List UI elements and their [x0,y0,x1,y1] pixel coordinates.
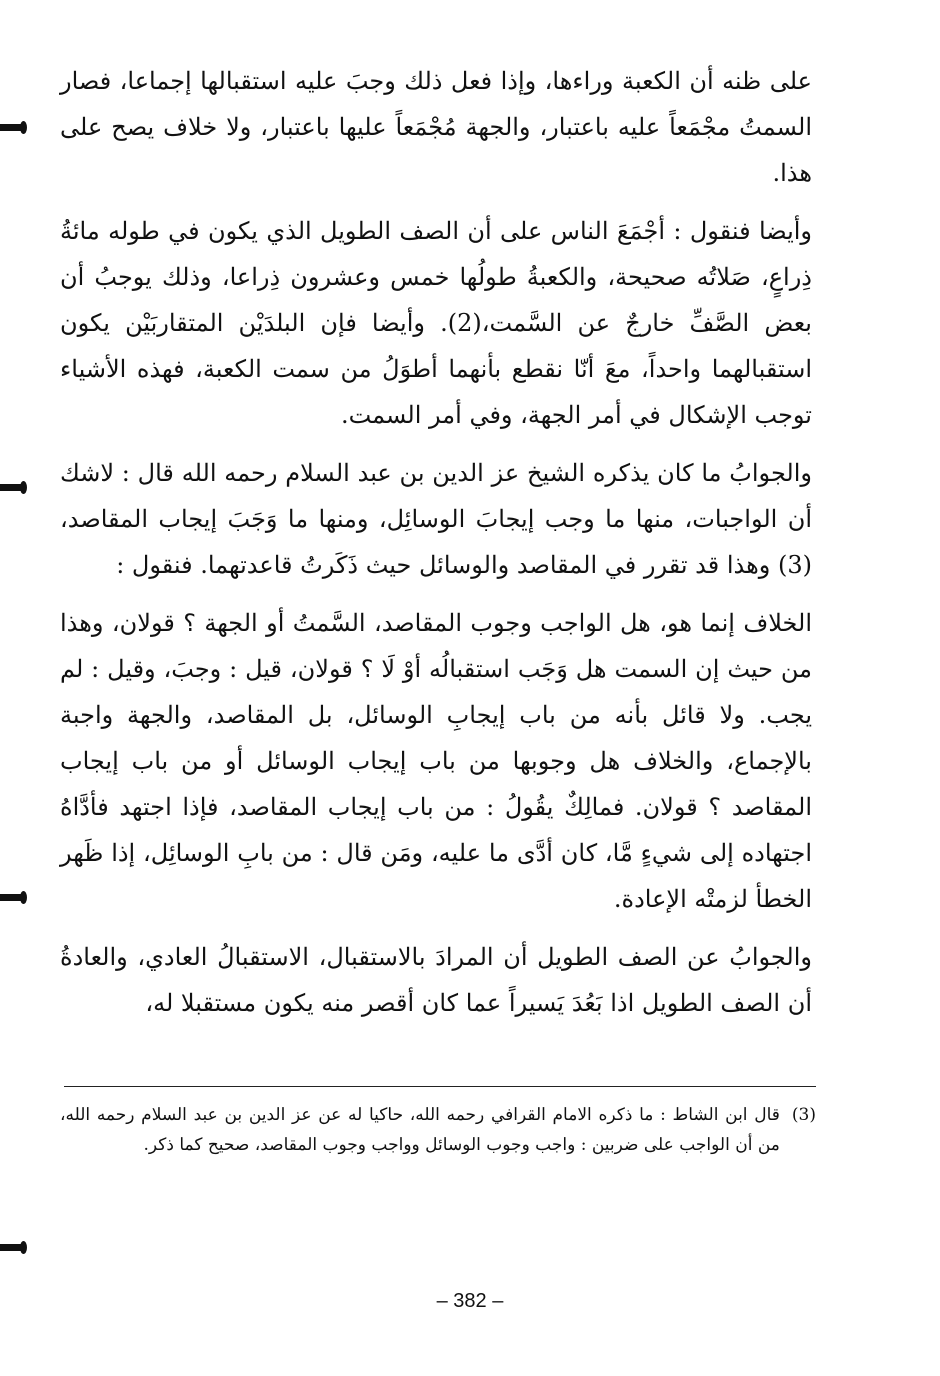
paragraph: والجوابُ عن الصف الطويل أن المرادَ بالاستقبال، الاستقبالُ العادي، والعادةُ أن الصف الطويل اذا بَعُدَ يَسيراً عما كان أقصر منه يكون مستقبلا له، [60,943,812,1017]
paragraph: والجوابُ ما كان يذكره الشيخ عز الدين بن عبد السلام رحمه الله قال : لاشك أن الواجبات، منها ما وجب إيجابَ الوسائِل، ومنها ما وَجَبَ إيجاب المقاصد،(3) وهذا قد تقرر في المقاصد والوسائل حيث ذَكَرتُ قاعدتهما. فنقول : [60,459,813,579]
main-text [60,58,812,1026]
paragraph: على ظنه أن الكعبة وراءها، وإذا فعل ذلك وجبَ عليه استقبالها إجماعا، فصار السمتُ مجْمَعاً عليه باعتبار، والجهة مُجْمَعاً عليها باعتبار، ولا خلاف يصح على هذا. [60,67,812,187]
page-number: – 382 – [436,1290,504,1312]
scan-edge-mark [0,1244,24,1251]
footnote-text: قال ابن الشاط : ما ذكره الامام القرافي رحمه الله، حاكيا له عن عز الدين بن عبد السلام رحمه الله، من أن الواجب على ضربين : واجب وجوب الوسائل وواجب وجوب المقاصد، صحيح كما ذكر. [60,1105,780,1155]
scan-edge-mark [0,484,24,491]
footnote-divider [64,1086,816,1087]
paragraph: وأيضا فنقول : أجْمَعَ الناس على أن الصف الطويل الذي يكون في طوله مائةُ ذِراعٍ، صَلاتُه صحيحة، والكعبةُ طولُها خمس وعشرون ذِراعا، وذلك يوجبُ أن بعض الصَّفِّ خارجٌ عن السَّمت،(2). وأيضا فإن البلدَيْن المتقاربَيْن يكون استقبالهما واحداً، معَ أنّا نقطع بأنهما أطوَلُ من سمت الكعبة، فهذه الأشياء توجب الإشكال في أمر الجهة، وفي أمر السمت. [60,217,812,429]
scan-edge-mark [0,124,24,131]
scan-edge-mark [0,894,24,901]
footnote-number: (3) [791,1105,816,1125]
paragraph: الخلاف إنما هو، هل الواجب وجوب المقاصد، السَّمتُ أو الجهة ؟ قولان، وهذا من حيث إن السمت هل وَجَب استقبالُه أوْ لَا ؟ قولان، قيل : وجبَ، وقيل : لم يجب. ولا قائل بأنه من باب إيجابِ الوسائل، بل المقاصد، والجهة واجبة بالإجماع، والخلاف هل وجوبها من باب إيجاب الوسائل أو من باب إيجاب المقاصد ؟ قولان. فمالِكٌ يقُولُ : من باب إيجاب المقاصد، فإذا اجتهد فأدَّاهُ اجتهاده إلى شيءٍ مَّا، كان أدَّى ما عليه، ومَن قال : من بابِ الوسائِل، إذا ظَهر الخطأ لزمتْه الإعادة. [60,609,812,913]
footnote [60,1100,816,1160]
